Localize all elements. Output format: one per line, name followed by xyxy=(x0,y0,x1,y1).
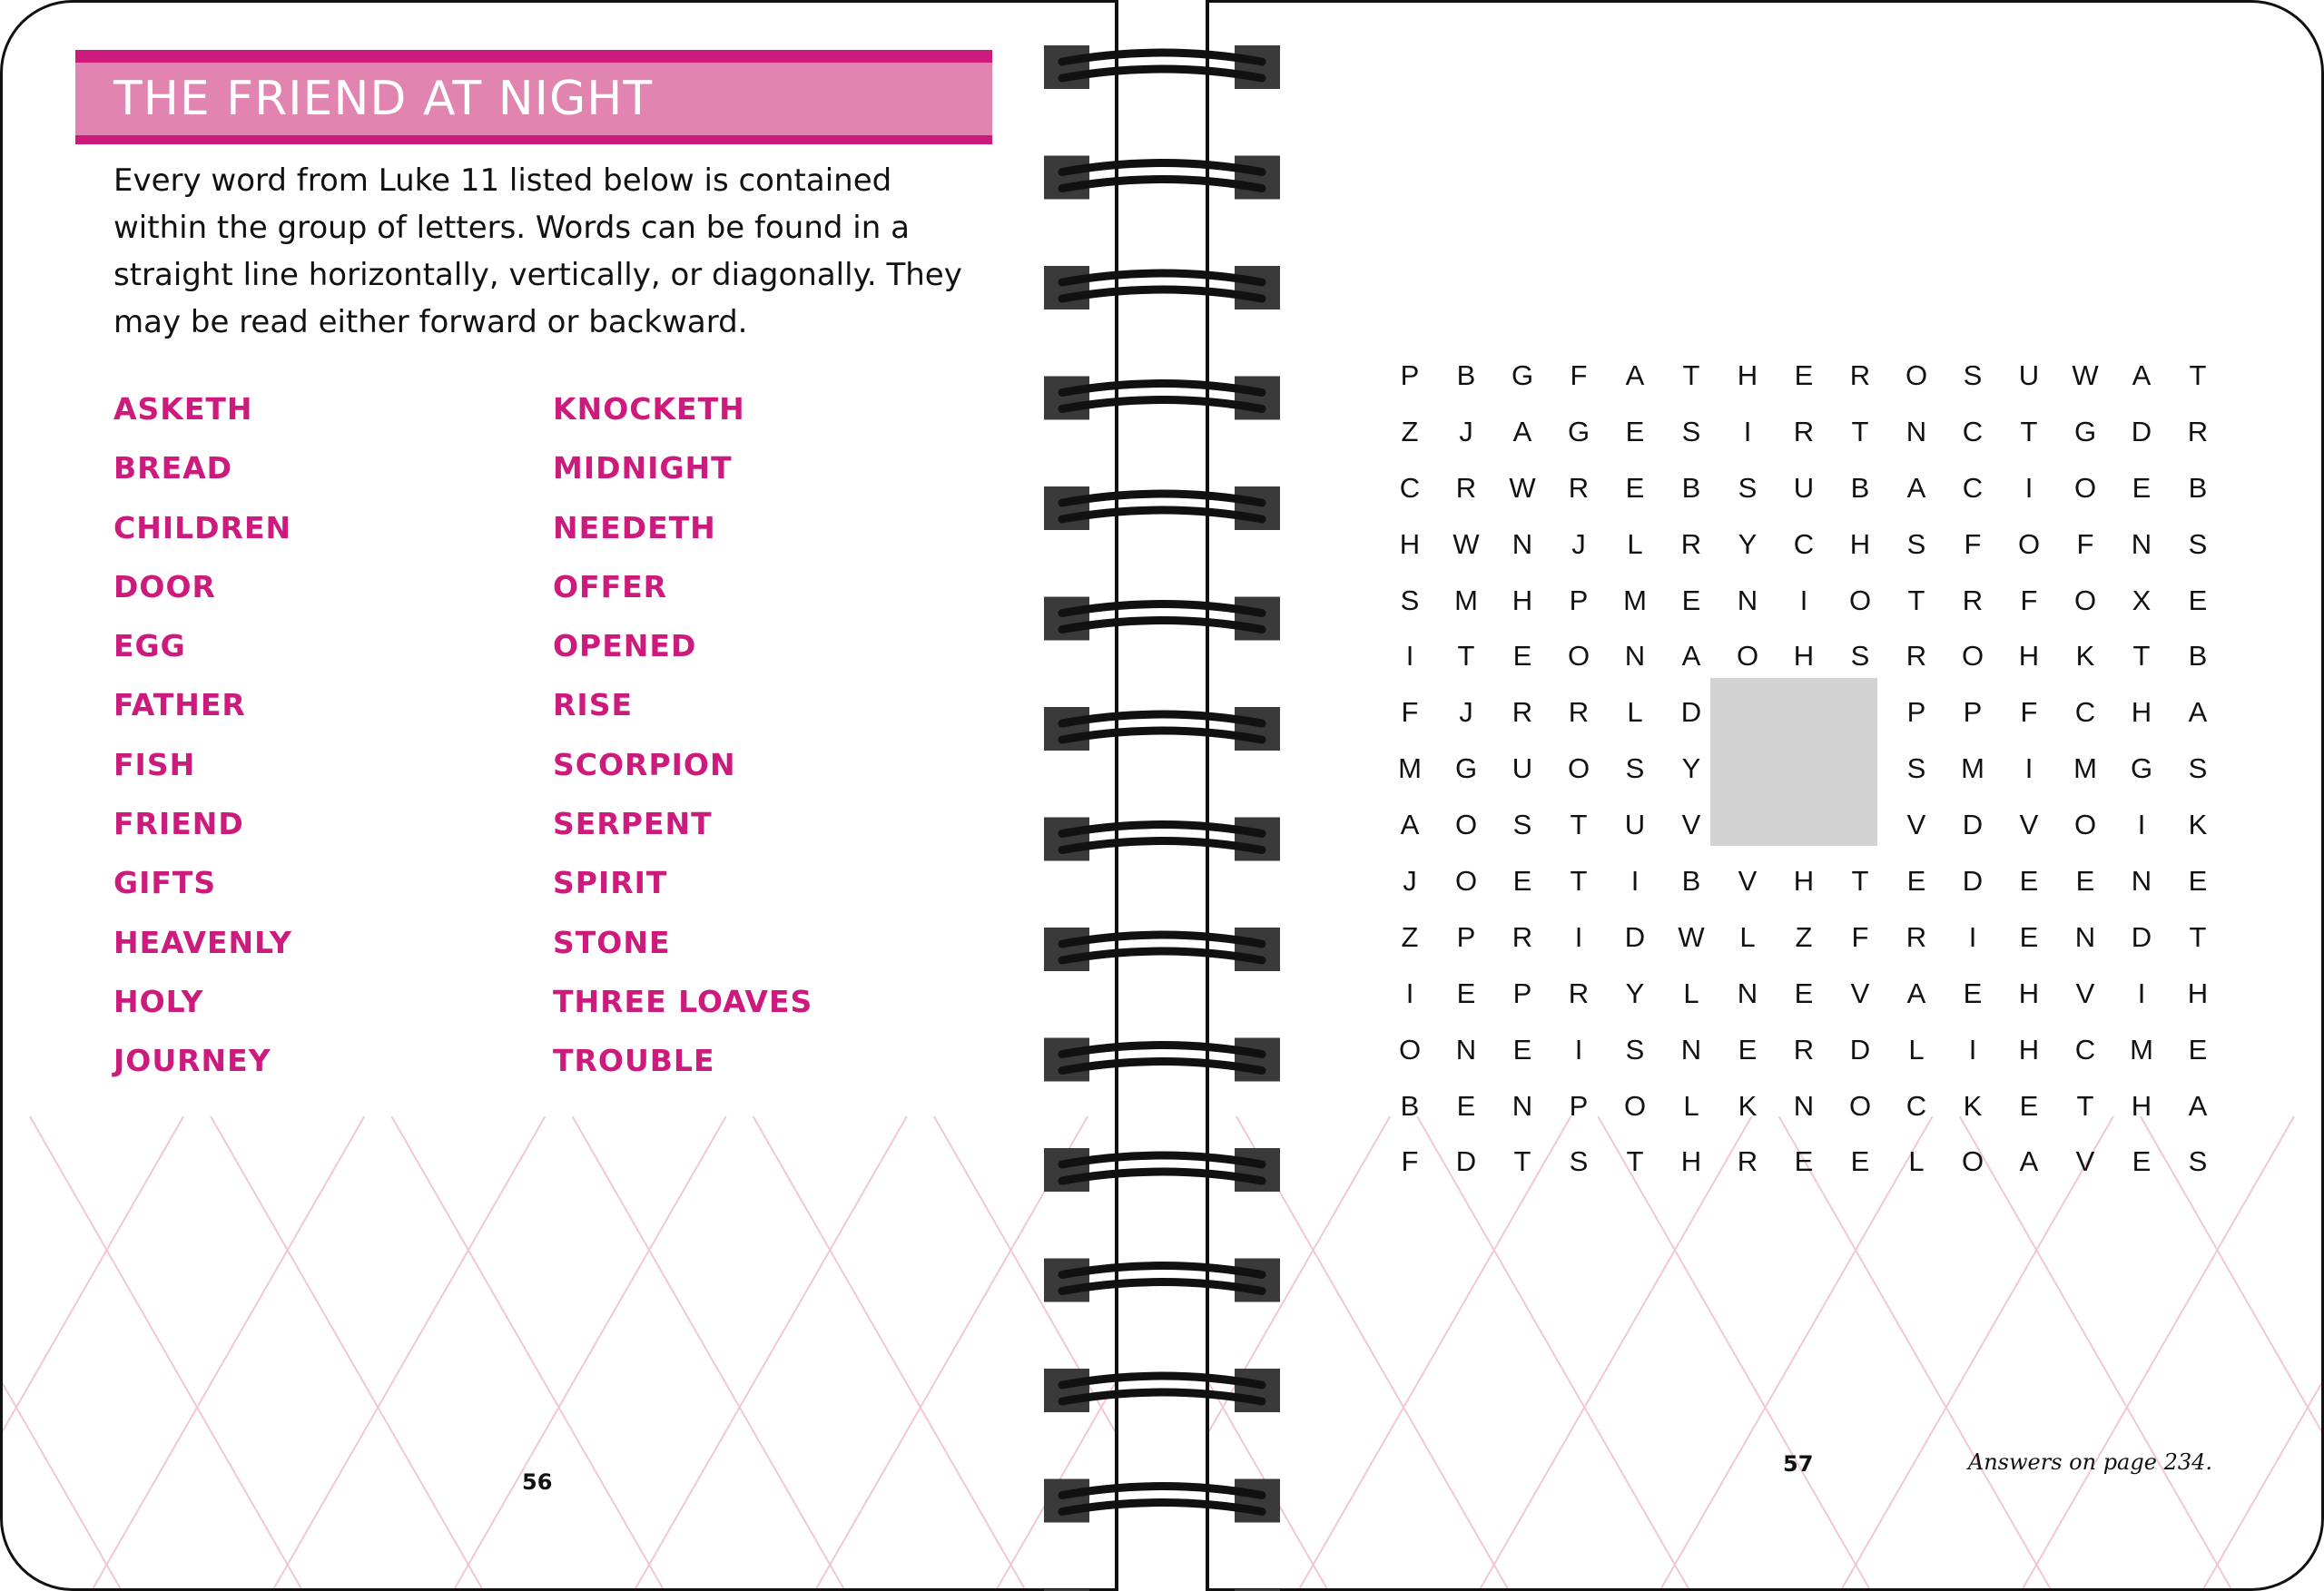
word-list-item: TROUBLE xyxy=(553,1043,715,1079)
grid-letter: T xyxy=(1626,1145,1644,1178)
grid-letter: A xyxy=(2019,1145,2039,1178)
grid-letter: I xyxy=(1405,640,1414,673)
word-list-item: HOLY xyxy=(113,983,204,1019)
word-list-item: KNOCKETH xyxy=(553,391,745,427)
grid-letter: H xyxy=(1680,1145,1702,1178)
grid-letter: H xyxy=(1793,640,1815,673)
grid-letter: B xyxy=(1850,471,1870,504)
grid-letter: T xyxy=(1457,640,1475,673)
grid-letter: H xyxy=(2018,640,2040,673)
grid-letter: Z xyxy=(1401,415,1419,447)
grid-letter: U xyxy=(2018,358,2040,391)
grid-letter: F xyxy=(1851,920,1869,953)
grid-letter: U xyxy=(1624,809,1646,841)
answers-note: Answers on page 234. xyxy=(1967,1449,2212,1475)
grid-letter: T xyxy=(1570,864,1588,897)
grid-letter: K xyxy=(1963,1089,1983,1122)
grid-letter: E xyxy=(1794,977,1814,1009)
grid-letter: D xyxy=(2131,415,2152,447)
grid-letter: P xyxy=(1963,696,1983,729)
grid-letter: N xyxy=(1624,640,1646,673)
grid-letter: R xyxy=(1680,527,1702,560)
grid-letter: J xyxy=(1571,527,1586,560)
grid-letter: I xyxy=(2137,809,2146,841)
word-list-item: BREAD xyxy=(113,450,233,486)
grid-letter: D xyxy=(1849,1033,1871,1066)
word-list-column-1 xyxy=(113,391,540,1103)
grid-letter: O xyxy=(2073,809,2097,841)
word-list-item: THREE LOAVES xyxy=(553,983,813,1019)
grid-letter: F xyxy=(2020,696,2038,729)
grid-letter: O xyxy=(1848,584,1872,616)
grid-letter: R xyxy=(1455,471,1477,504)
grid-letter: T xyxy=(2020,415,2038,447)
grid-letter: V xyxy=(2075,977,2095,1009)
grid-letter: S xyxy=(2188,1145,2208,1178)
grid-letter: O xyxy=(1398,1033,1422,1066)
grid-letter: L xyxy=(1627,696,1643,729)
grid-letter: T xyxy=(1513,1145,1531,1178)
grid-letter: T xyxy=(1851,864,1869,897)
binding-coil xyxy=(1044,1259,1280,1302)
grid-letter: B xyxy=(2188,640,2208,673)
spiral-binding xyxy=(1026,0,1298,1591)
grid-letter: V xyxy=(2019,809,2039,841)
grid-letter: T xyxy=(1851,415,1869,447)
grid-letter: P xyxy=(1512,977,1532,1009)
grid-letter: O xyxy=(2017,527,2041,560)
grid-letter: I xyxy=(1968,1033,1977,1066)
grid-letter: F xyxy=(1964,527,1982,560)
binding-coil xyxy=(1044,1479,1280,1523)
grid-letter: W xyxy=(2072,358,2099,391)
binding-coil xyxy=(1044,377,1280,420)
grid-letter: P xyxy=(1569,584,1589,616)
grid-letter: R xyxy=(1905,920,1927,953)
grid-letter: L xyxy=(1908,1033,1925,1066)
binding-coil xyxy=(1044,1369,1280,1412)
word-list-item: HEAVENLY xyxy=(113,924,292,960)
grid-letter: O xyxy=(1567,752,1590,785)
grid-letter: C xyxy=(1905,1089,1927,1122)
grid-letter: S xyxy=(1738,471,1758,504)
grid-letter: I xyxy=(1743,415,1752,447)
grid-letter: H xyxy=(2131,696,2152,729)
grid-letter: L xyxy=(1683,1089,1699,1122)
grid-letter: E xyxy=(1850,1145,1870,1178)
page-title: THE FRIEND AT NIGHT xyxy=(113,72,654,126)
binding-coil xyxy=(1044,597,1280,641)
grid-letter: A xyxy=(2188,1089,2208,1122)
grid-letter: T xyxy=(2076,1089,2094,1122)
grid-letter: X xyxy=(2132,584,2152,616)
grid-letter: E xyxy=(1963,977,1983,1009)
grid-letter: T xyxy=(1907,584,1925,616)
grid-letter: O xyxy=(2073,471,2097,504)
grid-letter: C xyxy=(1962,415,1984,447)
grid-letter: A xyxy=(1906,977,1926,1009)
grid-letter: H xyxy=(2018,977,2040,1009)
grid-letter: E xyxy=(2019,864,2039,897)
grid-letter: C xyxy=(1399,471,1421,504)
grid-letter: C xyxy=(1793,527,1815,560)
grid-letter: E xyxy=(1512,1033,1532,1066)
grid-letter: F xyxy=(2020,584,2038,616)
grid-letter: S xyxy=(1681,415,1701,447)
word-list-item: GIFTS xyxy=(113,865,217,901)
word-list-item: FISH xyxy=(113,746,196,782)
grid-letter: V xyxy=(1850,977,1870,1009)
grid-letter: D xyxy=(1680,696,1702,729)
grid-letter: I xyxy=(1405,977,1414,1009)
grid-letter: S xyxy=(1625,752,1645,785)
word-list-item: ASKETH xyxy=(113,391,253,427)
binding-coil xyxy=(1044,928,1280,971)
grid-letter: E xyxy=(2132,471,2152,504)
grid-letter: I xyxy=(2137,977,2146,1009)
grid-letter: I xyxy=(1799,584,1808,616)
grid-letter: L xyxy=(1627,527,1643,560)
page-number-right: 57 xyxy=(1783,1451,1814,1477)
grid-letter: U xyxy=(1793,471,1815,504)
grid-letter: S xyxy=(1906,527,1926,560)
word-list-item: SCORPION xyxy=(553,746,736,782)
grid-letter: N xyxy=(1512,1089,1533,1122)
grid-letter: R xyxy=(1737,1145,1758,1178)
grid-letter: H xyxy=(2018,1033,2040,1066)
grid-letter: E xyxy=(1625,471,1645,504)
grid-letter: N xyxy=(1793,1089,1815,1122)
grid-letter: R xyxy=(1512,696,1533,729)
grid-letter: E xyxy=(1512,640,1532,673)
grid-letter: F xyxy=(1570,358,1588,391)
grid-letter: I xyxy=(1574,1033,1583,1066)
grid-letter: Y xyxy=(1625,977,1645,1009)
grid-letter: H xyxy=(1399,527,1421,560)
grid-letter: N xyxy=(1737,977,1758,1009)
grid-letter: I xyxy=(2024,471,2034,504)
grid-letter: N xyxy=(1512,527,1533,560)
grid-letter: R xyxy=(1512,920,1533,953)
grid-letter: R xyxy=(1849,358,1871,391)
grid-letter: P xyxy=(1569,1089,1589,1122)
grid-letter: S xyxy=(1512,809,1532,841)
word-list-item: FATHER xyxy=(113,687,246,723)
grid-letter: A xyxy=(2132,358,2152,391)
grid-letter: N xyxy=(1905,415,1927,447)
grid-letter: E xyxy=(2132,1145,2152,1178)
grid-letter: E xyxy=(2188,584,2208,616)
grid-letter: O xyxy=(1736,640,1759,673)
grid-letter: E xyxy=(1456,977,1476,1009)
grid-letter: A xyxy=(1681,640,1701,673)
word-list-item: STONE xyxy=(553,924,671,960)
grid-letter: B xyxy=(1681,864,1701,897)
grid-letter: B xyxy=(1400,1089,1420,1122)
grid-letter: Y xyxy=(1738,527,1758,560)
grid-letter: R xyxy=(1962,584,1984,616)
grid-letter: R xyxy=(1793,415,1815,447)
grid-letter: O xyxy=(1454,809,1478,841)
left-page xyxy=(0,0,1117,1591)
binding-coil xyxy=(1044,707,1280,751)
grid-letter: E xyxy=(1906,864,1926,897)
grid-letter: Z xyxy=(1401,920,1419,953)
grid-letter: C xyxy=(2074,1033,2096,1066)
grid-letter: C xyxy=(1962,471,1984,504)
word-list-column-2 xyxy=(553,391,980,1103)
grid-letter: O xyxy=(1848,1089,1872,1122)
grid-letter: E xyxy=(2019,1089,2039,1122)
grid-letter: K xyxy=(2075,640,2095,673)
grid-letter: K xyxy=(1738,1089,1758,1122)
grid-letter: M xyxy=(2130,1033,2153,1066)
grid-letter: I xyxy=(2024,752,2034,785)
grid-letter: A xyxy=(1906,471,1926,504)
grid-letter: G xyxy=(1511,358,1534,391)
grid-letter: S xyxy=(2188,527,2208,560)
grid-letter: H xyxy=(1849,527,1871,560)
word-list-item: MIDNIGHT xyxy=(553,450,733,486)
grid-letter: M xyxy=(1623,584,1647,616)
grid-letter: O xyxy=(1961,1145,1984,1178)
grid-letter: E xyxy=(2188,864,2208,897)
word-list-item: NEEDETH xyxy=(553,509,716,545)
grid-letter: S xyxy=(1850,640,1870,673)
grid-letter: R xyxy=(2187,415,2209,447)
grid-letter: S xyxy=(2188,752,2208,785)
binding-coil xyxy=(1044,1038,1280,1082)
grid-letter: E xyxy=(1738,1033,1758,1066)
grid-letter: D xyxy=(2131,920,2152,953)
grid-letter: E xyxy=(1681,584,1701,616)
grid-letter: V xyxy=(2075,1145,2095,1178)
grid-letter: M xyxy=(1398,752,1422,785)
grid-letter: D xyxy=(1624,920,1646,953)
grid-letter: J xyxy=(1459,696,1473,729)
grid-letter: R xyxy=(1793,1033,1815,1066)
grid-letter: R xyxy=(1905,640,1927,673)
word-list-item: SERPENT xyxy=(553,806,713,842)
grid-letter: F xyxy=(1401,1145,1419,1178)
grid-letter: W xyxy=(1678,920,1705,953)
grid-letter: G xyxy=(1567,415,1590,447)
grid-letter: T xyxy=(2189,358,2207,391)
word-list-item: JOURNEY xyxy=(113,1043,271,1079)
grid-letter: L xyxy=(1683,977,1699,1009)
grid-letter: N xyxy=(2074,920,2096,953)
word-list-item: OPENED xyxy=(553,628,697,664)
grid-letter: D xyxy=(1962,809,1984,841)
grid-letter: O xyxy=(1623,1089,1647,1122)
grid-letter: O xyxy=(1454,864,1478,897)
grid-letter: E xyxy=(1625,415,1645,447)
blank-square xyxy=(1710,678,1877,846)
grid-letter: E xyxy=(1512,864,1532,897)
grid-letter: P xyxy=(1400,358,1420,391)
grid-letter: Z xyxy=(1795,920,1813,953)
word-list-item: SPIRIT xyxy=(553,865,668,901)
grid-letter: H xyxy=(1512,584,1533,616)
binding-coil xyxy=(1044,1148,1280,1192)
grid-letter: L xyxy=(1739,920,1756,953)
grid-letter: A xyxy=(1625,358,1645,391)
grid-letter: N xyxy=(1455,1033,1477,1066)
grid-letter: S xyxy=(1963,358,1983,391)
grid-letter: N xyxy=(2131,864,2152,897)
binding-coil xyxy=(1044,266,1280,309)
grid-letter: A xyxy=(2188,696,2208,729)
grid-letter: E xyxy=(1456,1089,1476,1122)
page-number-left: 56 xyxy=(522,1469,553,1495)
grid-letter: T xyxy=(2189,920,2207,953)
word-list-item: RISE xyxy=(553,687,633,723)
grid-letter: V xyxy=(1906,809,1926,841)
grid-letter: O xyxy=(2073,584,2097,616)
grid-letter: U xyxy=(1512,752,1533,785)
grid-letter: S xyxy=(1400,584,1420,616)
grid-letter: E xyxy=(2075,864,2095,897)
grid-letter: R xyxy=(1568,471,1590,504)
grid-letter: Y xyxy=(1681,752,1701,785)
binding-coil xyxy=(1044,818,1280,861)
grid-letter: G xyxy=(2130,752,2153,785)
grid-letter: C xyxy=(2074,696,2096,729)
grid-letter: O xyxy=(1567,640,1590,673)
grid-letter: A xyxy=(1400,809,1420,841)
grid-letter: F xyxy=(2076,527,2094,560)
grid-letter: I xyxy=(1968,920,1977,953)
grid-letter: H xyxy=(2131,1089,2152,1122)
grid-letter: S xyxy=(1906,752,1926,785)
grid-letter: R xyxy=(1568,696,1590,729)
grid-letter: V xyxy=(1738,864,1758,897)
grid-letter: H xyxy=(2187,977,2209,1009)
grid-letter: F xyxy=(1401,696,1419,729)
title-banner xyxy=(75,50,992,144)
grid-letter: N xyxy=(2131,527,2152,560)
diamond-pattern xyxy=(3,1116,1115,1588)
grid-letter: B xyxy=(2188,471,2208,504)
grid-letter: E xyxy=(1794,358,1814,391)
grid-letter: D xyxy=(1962,864,1984,897)
grid-letter: I xyxy=(1630,864,1640,897)
grid-letter: N xyxy=(1680,1033,1702,1066)
grid-letter: T xyxy=(1570,809,1588,841)
grid-letter: K xyxy=(2188,809,2208,841)
right-page xyxy=(1207,0,2324,1591)
grid-letter: M xyxy=(1454,584,1478,616)
grid-letter: P xyxy=(1906,696,1926,729)
grid-letter: E xyxy=(2019,920,2039,953)
grid-letter: T xyxy=(1682,358,1700,391)
grid-letter: W xyxy=(1452,527,1480,560)
grid-letter: H xyxy=(1793,864,1815,897)
grid-letter: W xyxy=(1509,471,1536,504)
word-list-item: FRIEND xyxy=(113,806,244,842)
word-list-item: EGG xyxy=(113,628,186,664)
grid-letter: O xyxy=(1905,358,1928,391)
grid-letter: N xyxy=(1737,584,1758,616)
grid-letter: G xyxy=(2073,415,2097,447)
grid-letter: D xyxy=(1455,1145,1477,1178)
grid-letter: E xyxy=(1794,1145,1814,1178)
binding-coil xyxy=(1044,45,1280,89)
word-list-item: OFFER xyxy=(553,568,668,604)
grid-letter: J xyxy=(1459,415,1473,447)
grid-letter: J xyxy=(1403,864,1417,897)
grid-letter: P xyxy=(1456,920,1476,953)
grid-letter: G xyxy=(1454,752,1478,785)
word-list-item: CHILDREN xyxy=(113,509,292,545)
grid-letter: B xyxy=(1681,471,1701,504)
grid-letter: L xyxy=(1908,1145,1925,1178)
grid-letter: H xyxy=(1737,358,1758,391)
instructions-text: Every word from Luke 11 listed below is contained within the group of letters. Words can be found in a straight line horizontally, vertically, or diagonally. They may be read either forward or backward. xyxy=(113,162,962,340)
grid-letter: S xyxy=(1569,1145,1589,1178)
grid-letter: A xyxy=(1512,415,1532,447)
binding-coil xyxy=(1044,156,1280,200)
grid-letter: B xyxy=(1456,358,1476,391)
binding-coils xyxy=(1044,0,1280,1591)
grid-letter: E xyxy=(2188,1033,2208,1066)
grid-letter: M xyxy=(1961,752,1984,785)
binding-coil xyxy=(1044,486,1280,530)
grid-letter: T xyxy=(2132,640,2151,673)
grid-letter: I xyxy=(1574,920,1583,953)
grid-letter: M xyxy=(2073,752,2097,785)
grid-letter: R xyxy=(1568,977,1590,1009)
grid-letter: V xyxy=(1681,809,1701,841)
grid-letter: S xyxy=(1625,1033,1645,1066)
word-list-item: DOOR xyxy=(113,568,216,604)
grid-letter: O xyxy=(1961,640,1984,673)
